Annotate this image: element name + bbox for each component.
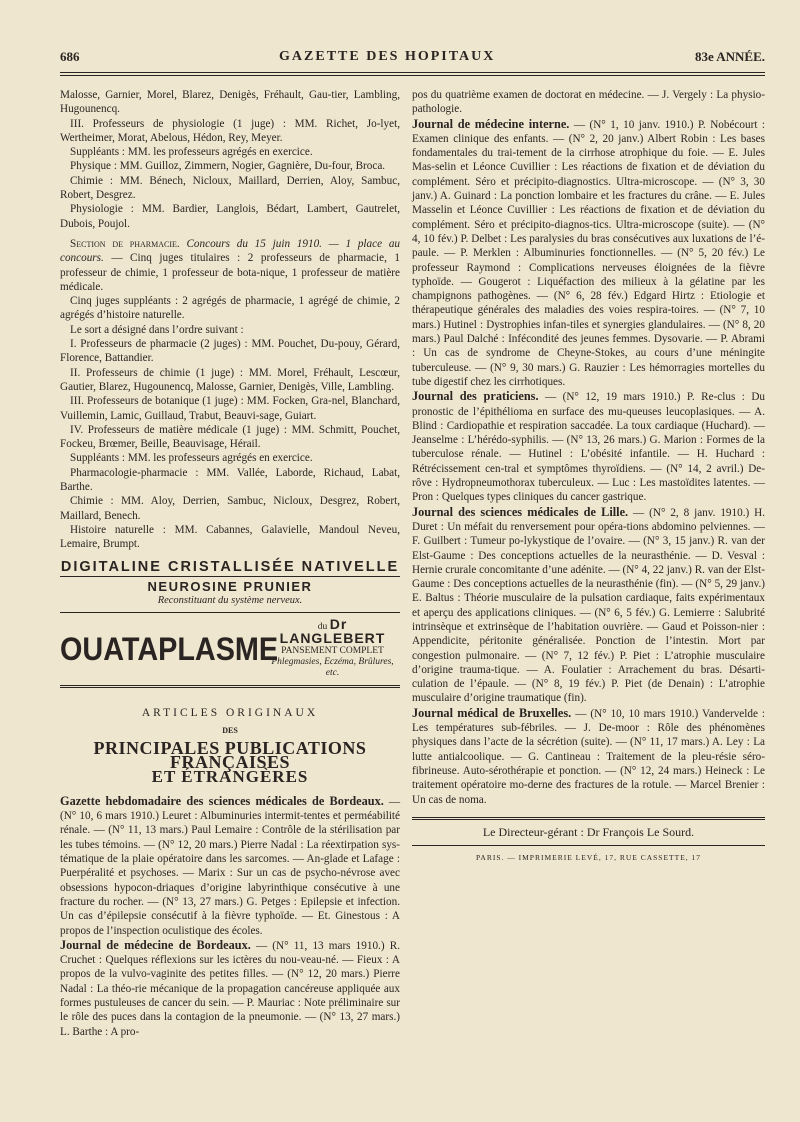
journal-content: — (N° 10, 10 mars 1910.) Vandervelde : Les températures sub-fébriles. — J. De-moor : Rôle des phénomènes physiques dans l’acte de la sécrétion (suite). — (N° 11, 17 mars.) A. Ley : La lutte antialcoolique. — G. Cantineau : Traitement de la pleu-résie séro-fibrineuse. Auto-sérothérapie et ponction. — (N° 12, 24 mars.) Heineck : Le traitement opératoire mo-derne des fractures de la rotule. — Marcel Brenier : Un cas de noma. (412, 707, 765, 806)
section-pharmacie-paragraph (60, 237, 400, 294)
journal-entry (60, 794, 400, 938)
paragraph: Histoire naturelle : MM. Cabannes, Galavielle, Mandoul Neveu, Lemaire, Brumpt. (60, 523, 400, 551)
section-heading-line3: PRINCIPALES PUBLICATIONS FRANÇAISES (93, 737, 367, 773)
paragraph: Chimie : MM. Bénech, Nicloux, Maillard, Derrien, Aloy, Sambuc, Robert, Desgrez. (60, 174, 400, 202)
paragraph: Physique : MM. Guilloz, Zimmern, Nogier, Gagnière, Du-four, Broca. (70, 160, 386, 173)
section-heading-line1: ARTICLES ORIGINAUX (141, 707, 319, 720)
section-heading-line4: ET ÉTRANGÈRES (151, 766, 309, 786)
header-rule (60, 72, 765, 73)
journal-content: — (N° 12, 19 mars 1910.) P. Re-clus : Du pronostic de l’épithélioma en surface des mu-queuses leucoplasiques. — A. Blind : Cardiopathie et respiration saccadée. La toux cardiaque (Huchard). — Jeanselme : L’hérédo-syphilis. — (N° 13, 26 mars.) G. Marion : Formes de la tuberculose rénale. — Hutinel : L’obésité infantile. — H. Huchard : Rétrécissement cen-tral et symptômes thyroïdiens. — (N° 14, 2 avril.) De-rôve : Hydropneumothorax tuberculeux. — Luc : Les mastoïdites latentes. — Pron : Quelques types cliniques du cancer gastrique. (412, 391, 766, 504)
right-column (412, 88, 765, 865)
journal-entry (412, 706, 765, 807)
ad-neurosine: NEUROSINE PRUNIER (147, 578, 313, 594)
paragraph: Le sort a désigné dans l’ordre suivant : (70, 323, 244, 336)
paragraph: pos du quatrième examen de doctorat en médecine. — J. Vergely : La physio-pathologie. (412, 89, 765, 116)
paragraph: II. Professeurs de chimie (1 juge) : MM. Morel, Fréhault, Lescœur, Gautier, Blarez, Hugounencq, Malosse, Garnier, Denigès, Ville, Lambling. (60, 366, 400, 393)
journal-entry (412, 505, 765, 706)
concours-date: Concours du 15 juin 1910. — 1 place au concours. (60, 237, 401, 265)
ad-neurosine-tagline: Reconstituant du système nerveux. (60, 594, 400, 613)
journal-name: Journal de médecine de Bordeaux. (60, 937, 251, 952)
paragraph: Cinq juges suppléants : 2 agrégés de pharmacie, 1 agrégé de chimie, 2 agrégés d’histoire naturelle. (60, 295, 400, 322)
page-footer (412, 817, 765, 866)
ad-maker: Dr LANGLEBERT (279, 616, 386, 647)
journal-name: Journal des sciences médicales de Lille. (412, 504, 629, 519)
journal-entry (412, 117, 765, 390)
journal-entry (412, 389, 765, 504)
left-column (60, 88, 400, 1039)
printer-line: PARIS. — IMPRIMERIE LEVÉ, 17, RUE CASSETTE, 17 (412, 845, 765, 865)
journal-name: Journal de médecine interne. (412, 116, 570, 131)
paragraph: I. Professeurs de pharmacie (2 juges) : MM. Pouchet, Du-pouy, Gérard, Florence, Battandier. (60, 338, 400, 365)
paragraph: Physiologie : MM. Bardier, Langlois, Bédart, Lambert, Gautrelet, Dubois, Poujol. (60, 203, 400, 230)
header-rule-2 (60, 75, 765, 76)
ad-du: du (317, 622, 328, 633)
advertisements (60, 560, 400, 689)
journal-content: — (N° 2, 8 janv. 1910.) H. Duret : Un méfait du renversement pour opéra-tions abdomino pelviennes. — F. Guilbert : Tumeur po-lykystique de l’ovaire. — (N° 3, 15 janv.) R. van der Elst-Gaume : Des conceptions actuelles de la neurasthénie. — D. Vesval : Hernie crurale concomitante d’une adénite. — (N° 4, 22 janv.) R. van der Elst-Gaume : Des conceptions actuelles de la neurasthénie (fin). — (N° 5, 29 janv.) E. Baltus : Théorie musculaire de la pulsation cardiaque, faits expérimentaux et aperçu des applications cliniques. — (N° 6, 5 fév.) G. Lemierre : Salubrité intrinsèque et extrinsèque de l’habitation ouvrière. — Gaud et Poisson-nier : Appendicite, péritonite généralisée. Ponction de l’intestin. Mort par congestion pulmonaire. — (N° 7, 12 fév.) P. Piet : L’atrophie musculaire d’origine trauma-tique. — A. Foulatier : Arrachement du bras. Désarti-culation de l’épaule. — (N° 8, 19 fév.) P. Piet (de Denain) : L’atrophie musculaire d’origine traumatique (fin). (412, 506, 766, 705)
journal-entry (60, 938, 400, 1039)
paragraph: III. Professeurs de physiologie (1 juge) : MM. Richet, Jo-lyet, Wertheimer, Morat, Abelous, Hédon, Rey, Meyer. (60, 117, 400, 144)
section-heading-line2: DES (222, 725, 238, 735)
ad-ouataplasme (60, 616, 400, 688)
journal-title: GAZETTE DES HOPITAUX (279, 49, 496, 64)
ad-ouataplasme-title: OUATAPLASME (60, 631, 279, 668)
journal-content: — (N° 1, 10 janv. 1910.) P. Nobécourt : Examen clinique des enfants. — (N° 2, 20 janv.) Albert Robin : Les bases fondamentales du trai-tement de la cirrhose atrophique du foie. — E. Jules Mas-selin et Léonce Cuvillier : Les réactions de fixation et de déviation du complément. Séro et précipito-diagnostics. Ultra-microscope. — (N° 3, 30 janv.) A. Guinard : La ponction lombaire et les fractures du crâne. — E. Jules Masselin et Léonce Cuvillier : Les réactions de fixation et de déviation du complément. Séro et précipito-diagnos-tics. Ultra-microscope (suite). — (N° 4, 10 fév.) P. Delbet : Les paralysies du bras consécutives aux luxations de l’é-paule. — P. Merklen : Albuminuries fonctionnelles. — (N° 5, 20 fév.) Le professeur Raymond : Complications nerveuses éloignées de la fièvre typhoïde. — Gougerot : Liquéfaction des milieux à la gélatine par les champignons pathogènes. — (N° 6, 28 fév.) Edgard Hirtz : Etiologie et thérapeutique générales des maladies des voies respira-toires. — (N° 7, 10 mars.) Hutinel : Dystrophies infan-tiles et synergies glandulaires. — (N° 8, 20 mars.) Paul Dalché : Infécondité des jeunes femmes. Dysovarie. — P. Abrami : Un cas de syndrome de Cheyne-Stokes, au cours d’une méningite tuberculeuse. — (N° 9, 30 mars.) G. Rauzier : Les hémorragies mortelles du tube digestif chez les cirrhotiques. (412, 118, 766, 388)
paragraph: Malosse, Garnier, Morel, Blarez, Denigès, Fréhault, Gau-tier, Lambling, Hugounencq. (60, 89, 400, 116)
paragraph: Chimie : MM. Aloy, Derrien, Sambuc, Nicloux, Desgrez, Robert, Maillard, Benech. (60, 495, 400, 522)
journal-name: Gazette hebdomadaire des sciences médicales de Bordeaux. (60, 793, 384, 808)
ad-digitaline: DIGITALINE CRISTALLISÉE NATIVELLE (60, 560, 400, 577)
paragraph: Suppléants : MM. les professeurs agrégés en exercice. (70, 452, 313, 465)
ad-indications: Phlegmasies, Eczéma, Brûlures, etc. (271, 657, 394, 679)
paragraph: Suppléants : MM. les professeurs agrégés en exercice. (70, 146, 313, 159)
paragraph: III. Professeurs de botanique (1 juge) : MM. Focken, Gra-nel, Blanchard, Vuillemin, Lamic, Guillaud, Trabut, Beauvi-sage, Guiart. (60, 395, 400, 422)
footer-rule (412, 817, 765, 820)
page-number: 686 (60, 49, 80, 64)
section-label: Section de pharmacie. (70, 237, 180, 250)
journal-content: — (N° 10, 6 mars 1910.) Leuret : Albuminuries intermit-tentes et perméabilité rénale. — (N° 11, 13 mars.) Paul Lemaire : Contrôle de la stérilisation par les tubes témoins. — (N° 12, 20 mars.) Pierre Nadal : La réextirpation sys-tématique de la plaie opératoire dans les sarcomes. — An-glade et Lafage : Puerpéralité et psychoses. — Marix : Sur un cas de psycho-névrose avec obsessions hypocon-driaques d’origine labyrinthique consécutive à une fracture du rocher. — (N° 13, 27 mars.) G. Petges : Epilepsie et infection. Un cas d’épilepsie consécutif à la fièvre typhoïde. — Et. Ginestous : A propos de l’inspection oculistique des écoles. (60, 795, 400, 937)
ad-ouataplasme-details (265, 616, 400, 679)
journal-name: Journal médical de Bruxelles. (412, 705, 572, 720)
year-label: 83e ANNÉE. (694, 49, 765, 64)
director-line: Le Directeur-gérant : Dr François Le Sourd. (482, 824, 695, 839)
paragraph: IV. Professeurs de matière médicale (1 juge) : MM. Schmitt, Pouchet, Fockeu, Brœmer, Beille, Beauvisage, Hérail. (60, 423, 400, 451)
paragraph: Pharmacologie-pharmacie : MM. Vallée, Laborde, Richaud, Labat, Barthe. (60, 466, 400, 494)
page-header (60, 44, 765, 70)
section-heading (60, 706, 400, 786)
paragraph-text: — Cinq juges titulaires : 2 professeurs de pharmacie, 1 professeur de chimie, 1 professeur de bota-nique, 1 professeur de matière médicale. (60, 252, 400, 293)
journal-name: Journal des praticiens. (412, 389, 539, 404)
journal-content: — (N° 11, 13 mars 1910.) R. Cruchet : Quelques réflexions sur les ictères du nou-veau-né. — Fieux : A propos de la vulvo-vaginite des petites filles. — (N° 12, 20 mars.) Pierre Nadal : La théo-rie mécanique de la propagation cancéreuse appliquée aux formes pustuleuses de cancer du sein. — P. Mauriac : Note préliminaire sur le rôle des puces dans la contagion de la pneumonie. — (N° 13, 27 mars.) L. Barthe : A pro- (60, 939, 400, 1038)
ad-pansement: PANSEMENT COMPLET (281, 646, 384, 657)
